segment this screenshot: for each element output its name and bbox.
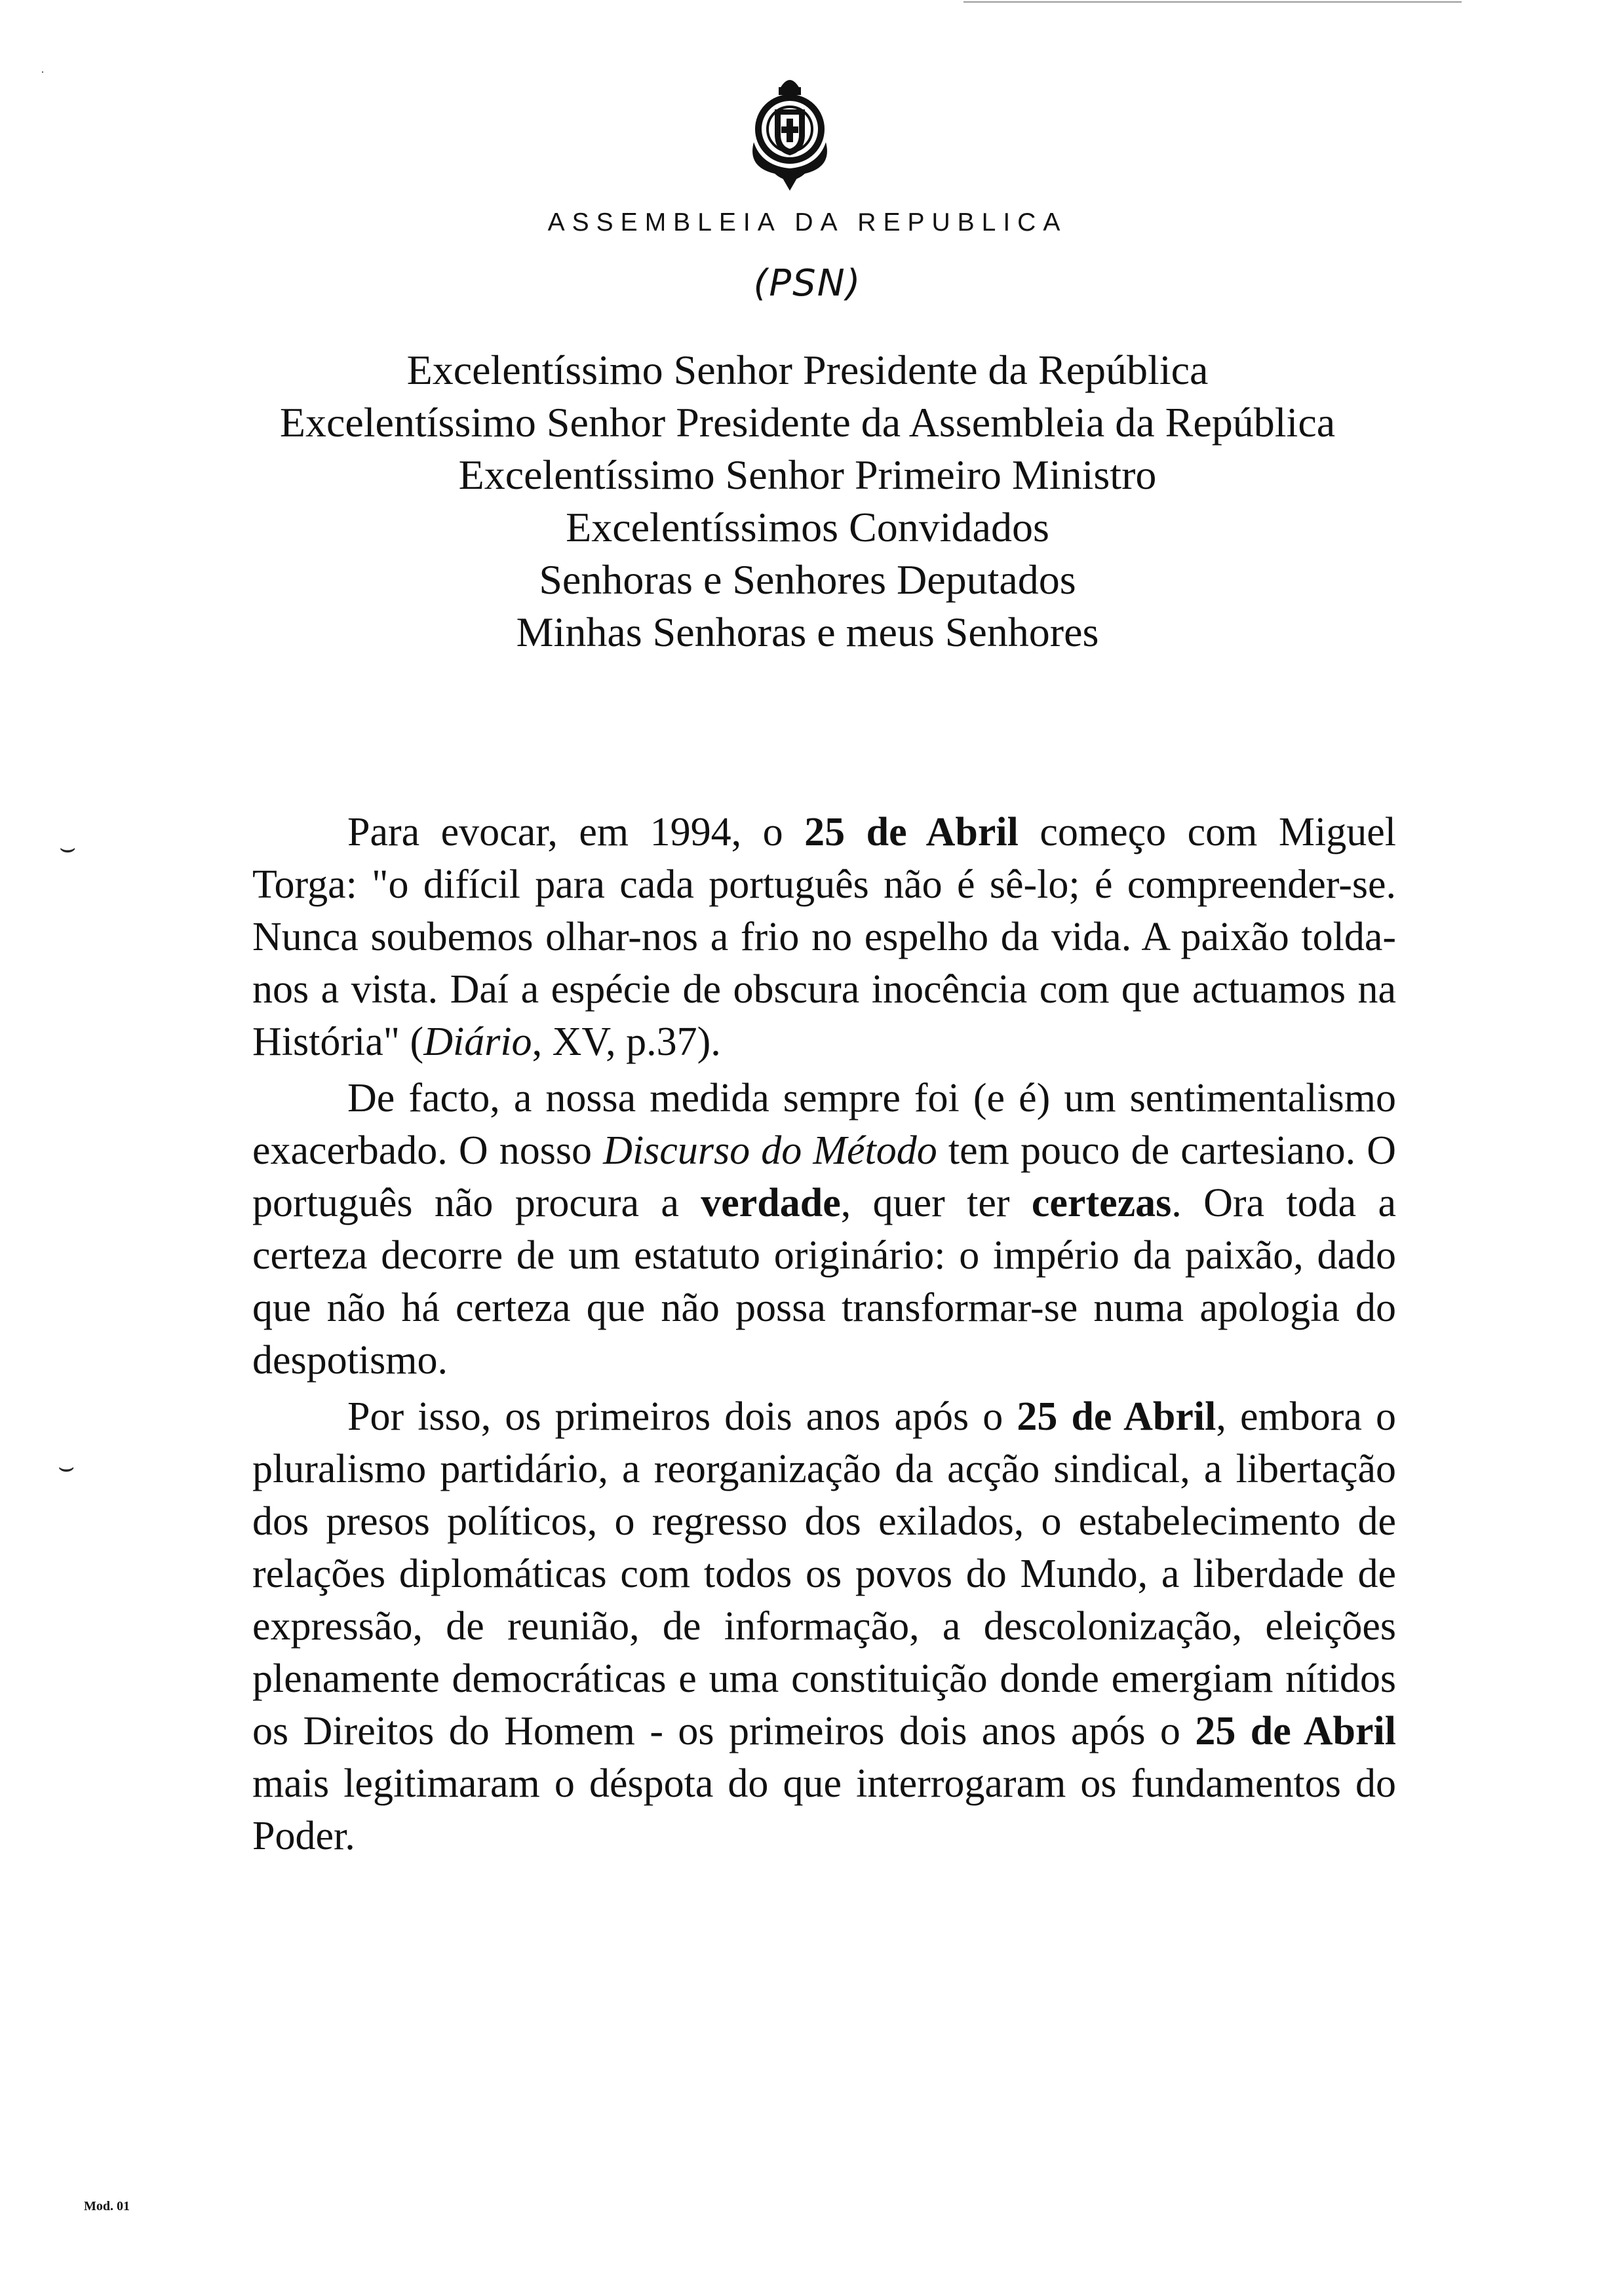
scan-speck: · (41, 66, 45, 79)
speech-body (252, 806, 1396, 1866)
paragraph-1: Para evocar, em 1994, o 25 de Abril começo com Miguel Torga: "o difícil para cada português não é sê-lo; é compreender-se. Nunca soubemos olhar-nos a frio no espelho da vida. A paixão tolda-nos a vista. Daí a espécie de obscura inocência com que actuamos na História" (Diário, XV, p.37). (252, 810, 1396, 1064)
paragraph-2: De facto, a nossa medida sempre foi (e é) um sentimentalismo exacerbado. O nosso Discurso do Método tem pouco de cartesiano. O português não procura a verdade, quer ter certezas. Ora toda a certeza decorre de um estatuto originário: o império da paixão, dado que não há certeza que não possa transformar-se numa apologia do despotismo. (252, 1076, 1396, 1383)
institution-name: ASSEMBLEIA DA REPUBLICA (547, 208, 1068, 237)
portuguese-coat-of-arms-icon (741, 69, 839, 193)
paragraph-3: Por isso, os primeiros dois anos após o 25 de Abril, embora o pluralismo partidário, a reorganização da acção sindical, a libertação dos presos políticos, o regresso dos exilados, o estabelecimento de relações diplomáticas com todos os povos do Mundo, a liberdade de expressão, de reunião, de informação, a descolonização, eleições plenamente democráticas e uma constituição donde emergiam nítidos os Direitos do Homem - os primeiros dois anos após o 25 de Abril mais legitimaram o déspota do que interrogaram os fundamentos do Poder. (252, 1394, 1396, 1858)
salutation-line: Minhas Senhoras e meus Senhores (516, 609, 1099, 655)
salutation-line: Excelentíssimo Senhor Primeiro Ministro (458, 451, 1157, 498)
salutation-line: Excelentíssimo Senhor Presidente da Assembleia da República (279, 399, 1336, 446)
scan-top-line (963, 1, 1462, 3)
form-code: Mod. 01 (84, 2199, 130, 2213)
margin-mark: ⌣ (59, 833, 77, 862)
margin-mark: ⌣ (58, 1452, 75, 1482)
salutation-line: Excelentíssimos Convidados (566, 504, 1049, 550)
salutation-line: Senhoras e Senhores Deputados (539, 556, 1076, 603)
handwritten-note: (PSN) (753, 262, 862, 305)
salutation-block (0, 344, 1615, 659)
salutation-line: Excelentíssimo Senhor Presidente da República (406, 347, 1209, 393)
